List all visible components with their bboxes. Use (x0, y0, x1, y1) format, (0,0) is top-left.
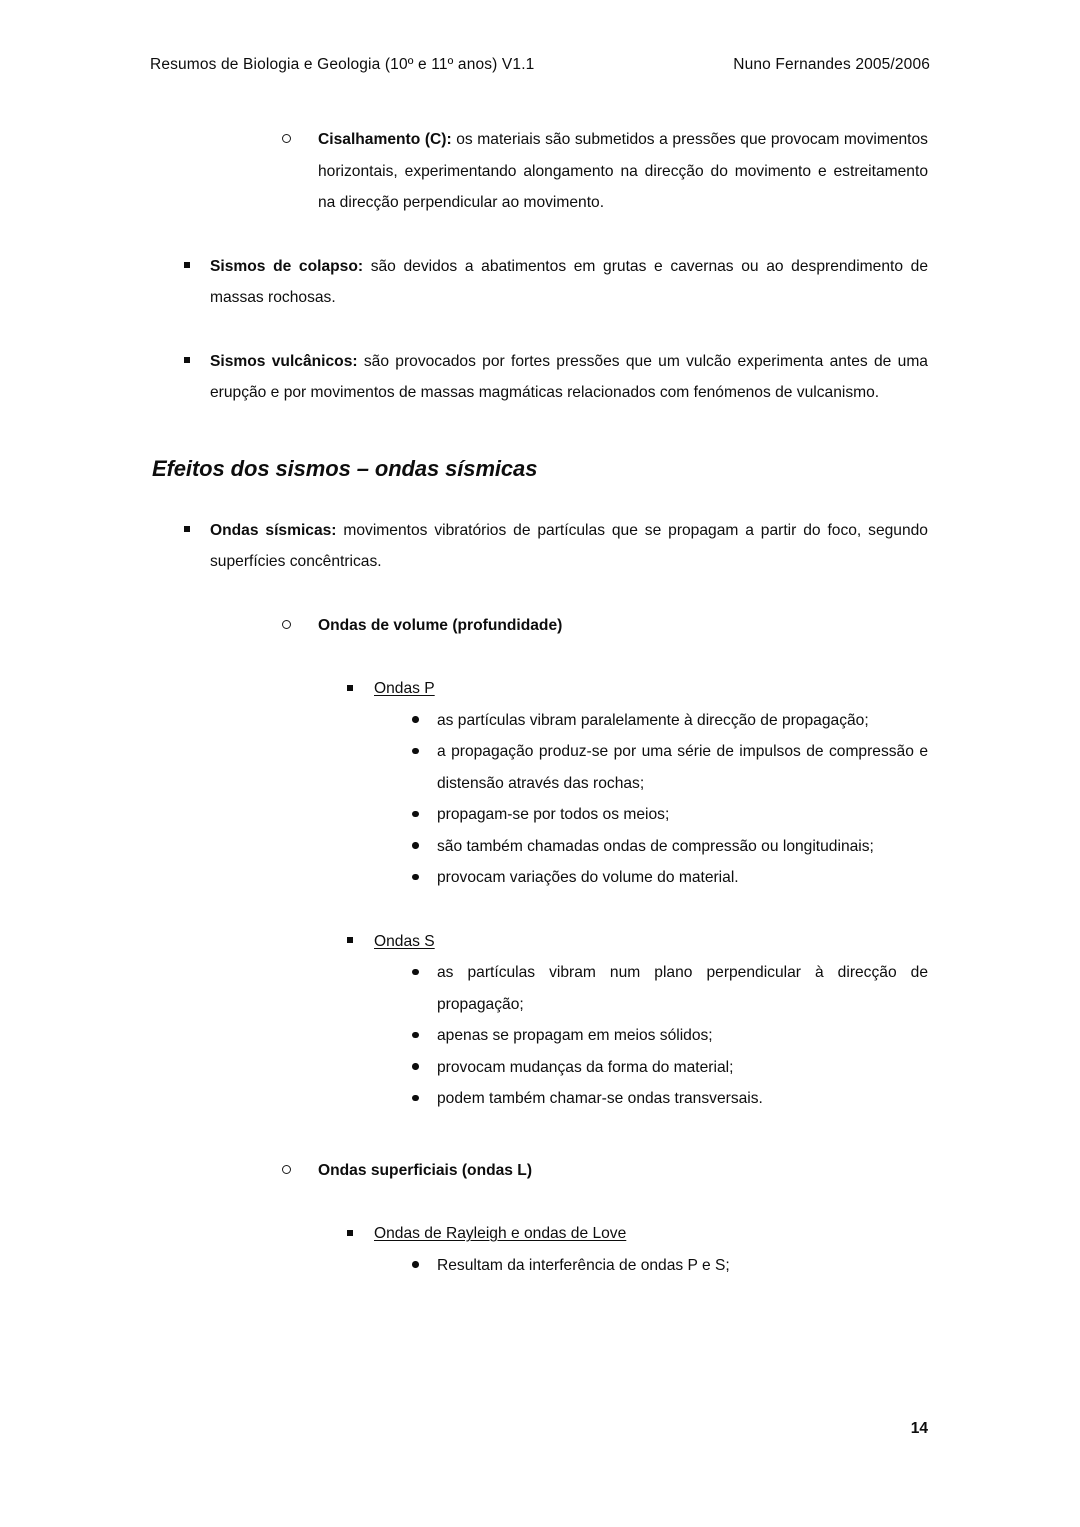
list-item-text (318, 124, 928, 219)
subsection-heading-ondas-volume: Ondas de volume (profundidade) (318, 616, 563, 634)
page-header (150, 56, 930, 74)
subsection-heading-ondas-superficiais: Ondas superficiais (ondas L) (318, 1161, 533, 1179)
term-description: movimentos vibratórios de partículas que se propagam a partir do foco, segundo superfícies concêntricas. (210, 521, 928, 570)
list-item-ondas-superficiais (282, 1155, 928, 1187)
list-item-ondas-s (347, 926, 928, 958)
list-item-ondas-s-detail (412, 1020, 928, 1052)
term-description: os materiais são submetidos a pressões que provocam movimentos horizontais, experimentando alongamento na direcção do movimento e estreitamento na direcção perpendicular ao movimento. (318, 131, 928, 211)
header-left-title: Resumos de Biologia e Geologia (10º e 11º anos) V1.1 (150, 56, 535, 73)
subsection-heading-rayleigh: Ondas de Rayleigh e ondas de Love (374, 1225, 627, 1242)
list-item-ondas-p-detail (412, 799, 928, 831)
list-item-text: são também chamadas ondas de compressão ou longitudinais; (437, 837, 874, 855)
list-item-sismos-vulcanicos (184, 346, 928, 409)
list-item-text: propagam-se por todos os meios; (437, 806, 670, 823)
list-item-sismos-colapso (184, 251, 928, 314)
square-bullet-icon (347, 673, 373, 705)
list-item-ondas-rayleigh (347, 1218, 928, 1250)
list-item-text: Resultam da interferência de ondas P e S; (437, 1256, 730, 1274)
square-bullet-icon (184, 251, 210, 283)
dot-bullet-icon (412, 1052, 438, 1084)
square-bullet-icon (184, 346, 210, 378)
square-bullet-icon (347, 1218, 373, 1250)
circle-bullet-icon (282, 1155, 308, 1187)
square-bullet-icon (184, 515, 210, 547)
list-item-text: provocam variações do volume do material. (437, 869, 739, 886)
term-label: Sismos vulcânicos: (210, 352, 358, 370)
list-item-text: as partículas vibram num plano perpendicular à direcção de propagação; (437, 964, 928, 1013)
dot-bullet-icon (412, 799, 438, 831)
list-item-ondas-de-volume (282, 610, 928, 642)
dot-bullet-icon (412, 736, 438, 768)
dot-bullet-icon (412, 705, 438, 737)
list-item-text (210, 515, 928, 578)
circle-bullet-icon (282, 610, 308, 642)
list-item-ondas-p-detail (412, 736, 928, 799)
list-item-ondas-p-detail (412, 831, 928, 863)
dot-bullet-icon (412, 1083, 438, 1115)
list-item-text (210, 251, 928, 314)
list-item-ondas-sismicas (184, 515, 928, 578)
term-description: são provocados por fortes pressões que um vulcão experimenta antes de uma erupção e por movimentos de massas magmáticas relacionados com fenómenos de vulcanismo. (210, 352, 928, 401)
list-item-cisalhamento (282, 124, 928, 219)
list-item-text: as partículas vibram paralelamente à direcção de propagação; (437, 711, 869, 729)
term-label: Cisalhamento (C): (318, 131, 452, 148)
list-item-ondas-p-detail (412, 705, 928, 737)
dot-bullet-icon (412, 957, 438, 989)
section-heading: Efeitos dos sismos – ondas sísmicas (152, 455, 538, 481)
list-item-text: provocam mudanças da forma do material; (437, 1058, 734, 1076)
header-right-author: Nuno Fernandes 2005/2006 (733, 56, 930, 73)
term-description: são devidos a abatimentos em grutas e cavernas ou ao desprendimento de massas rochosas. (210, 257, 928, 306)
list-item-text (210, 346, 928, 409)
square-bullet-icon (347, 926, 373, 958)
subsection-heading-ondas-s: Ondas S (374, 932, 435, 950)
list-item-text: apenas se propagam em meios sólidos; (437, 1027, 713, 1044)
circle-bullet-icon (282, 124, 308, 156)
list-item-ondas-s-detail (412, 1083, 928, 1115)
dot-bullet-icon (412, 831, 438, 863)
list-item-ondas-p-detail (412, 862, 928, 894)
subsection-heading-ondas-p: Ondas P (374, 680, 435, 697)
dot-bullet-icon (412, 1020, 438, 1052)
list-item-ondas-p (347, 673, 928, 705)
term-label: Ondas sísmicas: (210, 521, 337, 539)
document-body (0, 124, 1080, 1281)
term-label: Sismos de colapso: (210, 257, 364, 275)
list-item-text: podem também chamar-se ondas transversais. (437, 1090, 763, 1107)
list-item-text: a propagação produz-se por uma série de impulsos de compressão e distensão através das rochas; (437, 743, 928, 792)
page-number: 14 (910, 1420, 928, 1437)
list-item-ondas-s-detail (412, 957, 928, 1020)
list-item-ondas-s-detail (412, 1052, 928, 1084)
list-item-rayleigh-detail (412, 1250, 928, 1282)
dot-bullet-icon (412, 1250, 438, 1282)
dot-bullet-icon (412, 862, 438, 894)
